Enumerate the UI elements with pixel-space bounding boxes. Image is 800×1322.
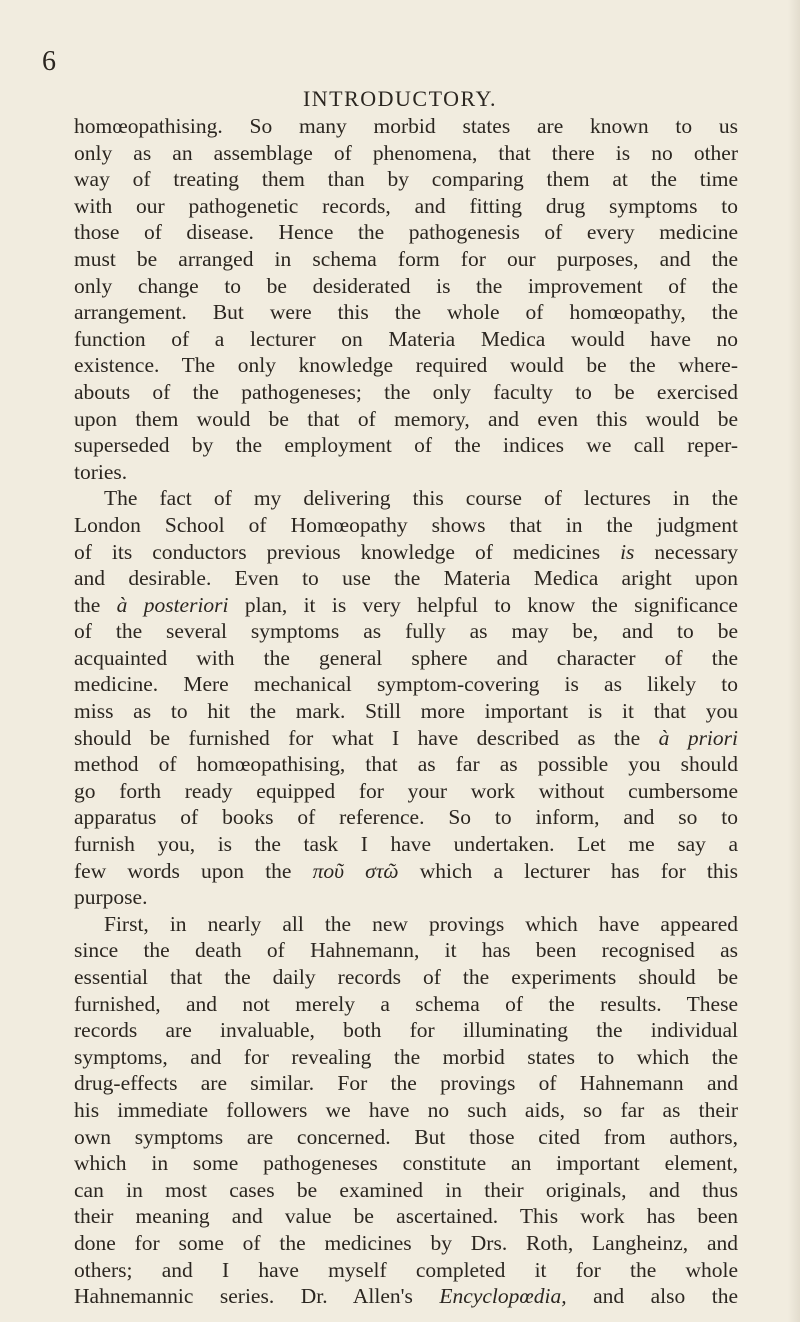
line-text: go forth ready equipped for your work without cumbersome: [74, 778, 738, 803]
line-text-segment: should be furnished for what I have described as the: [74, 725, 659, 750]
italic-phrase: ποῦ στῶ: [312, 858, 399, 883]
line-text: superseded by the employment of the indices we call reper-: [74, 433, 738, 458]
text-line: [74, 831, 738, 858]
line-text: method of homœopathising, that as far as possible you should: [74, 752, 738, 777]
text-line: [74, 1097, 738, 1124]
line-text: acquainted with the general sphere and character of the: [74, 645, 738, 670]
text-line: [74, 1177, 738, 1204]
text-line: [74, 166, 738, 193]
line-text: First, in nearly all the new provings which have appeared: [104, 911, 738, 936]
text-line: [74, 1044, 738, 1071]
text-line: [74, 618, 738, 645]
line-text: done for some of the medicines by Drs. Roth, Langheinz, and: [74, 1230, 738, 1255]
line-text: essential that the daily records of the experiments should be: [74, 965, 738, 989]
line-text: furnish you, is the task I have undertaken. Let me say a: [74, 832, 738, 857]
text-line: [74, 645, 738, 672]
text-line: [74, 193, 738, 220]
italic-phrase: Encyclopœdia,: [439, 1284, 567, 1309]
line-text: miss as to hit the mark. Still more important is it that you: [74, 699, 738, 724]
text-line: [74, 1017, 738, 1044]
text-line: [74, 911, 738, 938]
line-text: homœopathising. So many morbid states are known to us: [74, 114, 738, 138]
line-text: those of disease. Hence the pathogenesis of every medicine: [74, 220, 738, 245]
line-text: only as an assemblage of phenomena, that there is no other: [74, 140, 738, 165]
line-text: of the several symptoms as fully as may be, and to be: [74, 619, 738, 644]
text-line: [74, 1283, 738, 1310]
line-text: The fact of my delivering this course of lectures in the: [104, 486, 738, 511]
line-text: drug-effects are similar. For the provings of Hahnemann and: [74, 1071, 738, 1096]
text-line: [74, 512, 738, 539]
line-text: his immediate followers we have no such aids, so far as their: [74, 1097, 738, 1122]
text-line: [74, 804, 738, 831]
italic-phrase: is: [620, 539, 635, 564]
text-line: [74, 671, 738, 698]
text-line: [74, 113, 738, 140]
line-text: others; and I have myself completed it for the whole: [74, 1257, 738, 1282]
line-text: since the death of Hahnemann, it has been recognised as: [74, 938, 738, 963]
body-text: [74, 113, 738, 1310]
text-line: [74, 432, 738, 459]
text-line: [74, 459, 738, 486]
line-text: which in some pathogeneses constitute an important element,: [74, 1151, 738, 1176]
line-text: way of treating them than by comparing them at the time: [74, 167, 738, 192]
italic-phrase: à posteriori: [116, 592, 229, 617]
line-text: furnished, and not merely a schema of the results. These: [74, 991, 738, 1016]
text-line: [74, 326, 738, 353]
text-line: [74, 1203, 738, 1230]
line-text-segment: plan, it is very helpful to know the significance: [228, 592, 738, 617]
text-line: [74, 884, 738, 911]
line-text: tories.: [74, 459, 128, 484]
text-line: [74, 1070, 738, 1097]
text-line: [74, 698, 738, 725]
text-line: [74, 1150, 738, 1177]
running-head: INTRODUCTORY.: [302, 86, 498, 111]
text-line: [74, 937, 738, 964]
line-text-segment: few words upon the: [74, 858, 313, 883]
text-line: [74, 485, 738, 512]
line-text-segment: necessary: [634, 539, 738, 564]
line-text: with our pathogenetic records, and fitting drug symptoms to: [74, 193, 738, 218]
text-line: [74, 140, 738, 167]
text-line: [74, 778, 738, 805]
text-line: [74, 539, 738, 566]
text-line: [74, 379, 738, 406]
line-text: must be arranged in schema form for our purposes, and the: [74, 246, 738, 271]
line-text: function of a lecturer on Materia Medica would have no: [74, 326, 738, 351]
line-text: records are invaluable, both for illuminating the individual: [74, 1018, 738, 1043]
line-text-segment: of its conductors previous knowledge of medicines: [74, 539, 621, 564]
line-text: medicine. Mere mechanical symptom-covering is as likely to: [74, 672, 738, 697]
italic-phrase: à priori: [658, 725, 739, 750]
line-text: arrangement. But were this the whole of homœopathy, the: [74, 300, 738, 325]
text-line: [74, 1257, 738, 1284]
text-line: [74, 1230, 738, 1257]
text-line: [74, 592, 738, 619]
text-line: [74, 273, 738, 300]
line-text: can in most cases be examined in their originals, and thus: [74, 1177, 738, 1202]
line-text-segment: and also the: [566, 1284, 738, 1309]
page-edge-shadow: [788, 0, 800, 1322]
text-line: [74, 991, 738, 1018]
line-text-segment: Hahnemannic series. Dr. Allen's: [74, 1284, 440, 1309]
line-text: and desirable. Even to use the Materia Medica aright upon: [74, 566, 738, 591]
line-text-segment: the: [74, 592, 117, 617]
line-text: symptoms, and for revealing the morbid states to which the: [74, 1044, 738, 1069]
text-line: [74, 352, 738, 379]
text-line: [74, 406, 738, 433]
page-number: 6: [42, 46, 56, 77]
line-text-segment: which a lecturer has for this: [398, 858, 738, 883]
line-text: their meaning and value be ascertained. This work has been: [74, 1204, 738, 1229]
line-text: only change to be desiderated is the improvement of the: [74, 273, 738, 298]
line-text: abouts of the pathogeneses; the only faculty to be exercised: [74, 379, 738, 404]
text-line: [74, 1124, 738, 1151]
text-line: [74, 565, 738, 592]
line-text: purpose.: [74, 885, 148, 910]
text-line: [74, 246, 738, 273]
text-line: [74, 751, 738, 778]
line-text: existence. The only knowledge required would be the where-: [74, 353, 738, 378]
text-line: [74, 858, 738, 885]
line-text: own symptoms are concerned. But those cited from authors,: [74, 1124, 738, 1149]
text-line: [74, 964, 738, 991]
line-text: London School of Homœopathy shows that in the judgment: [74, 512, 738, 537]
text-line: [74, 299, 738, 326]
text-line: [74, 725, 738, 752]
line-text: upon them would be that of memory, and even this would be: [74, 406, 738, 431]
line-text: apparatus of books of reference. So to inform, and so to: [74, 805, 738, 830]
text-line: [74, 219, 738, 246]
